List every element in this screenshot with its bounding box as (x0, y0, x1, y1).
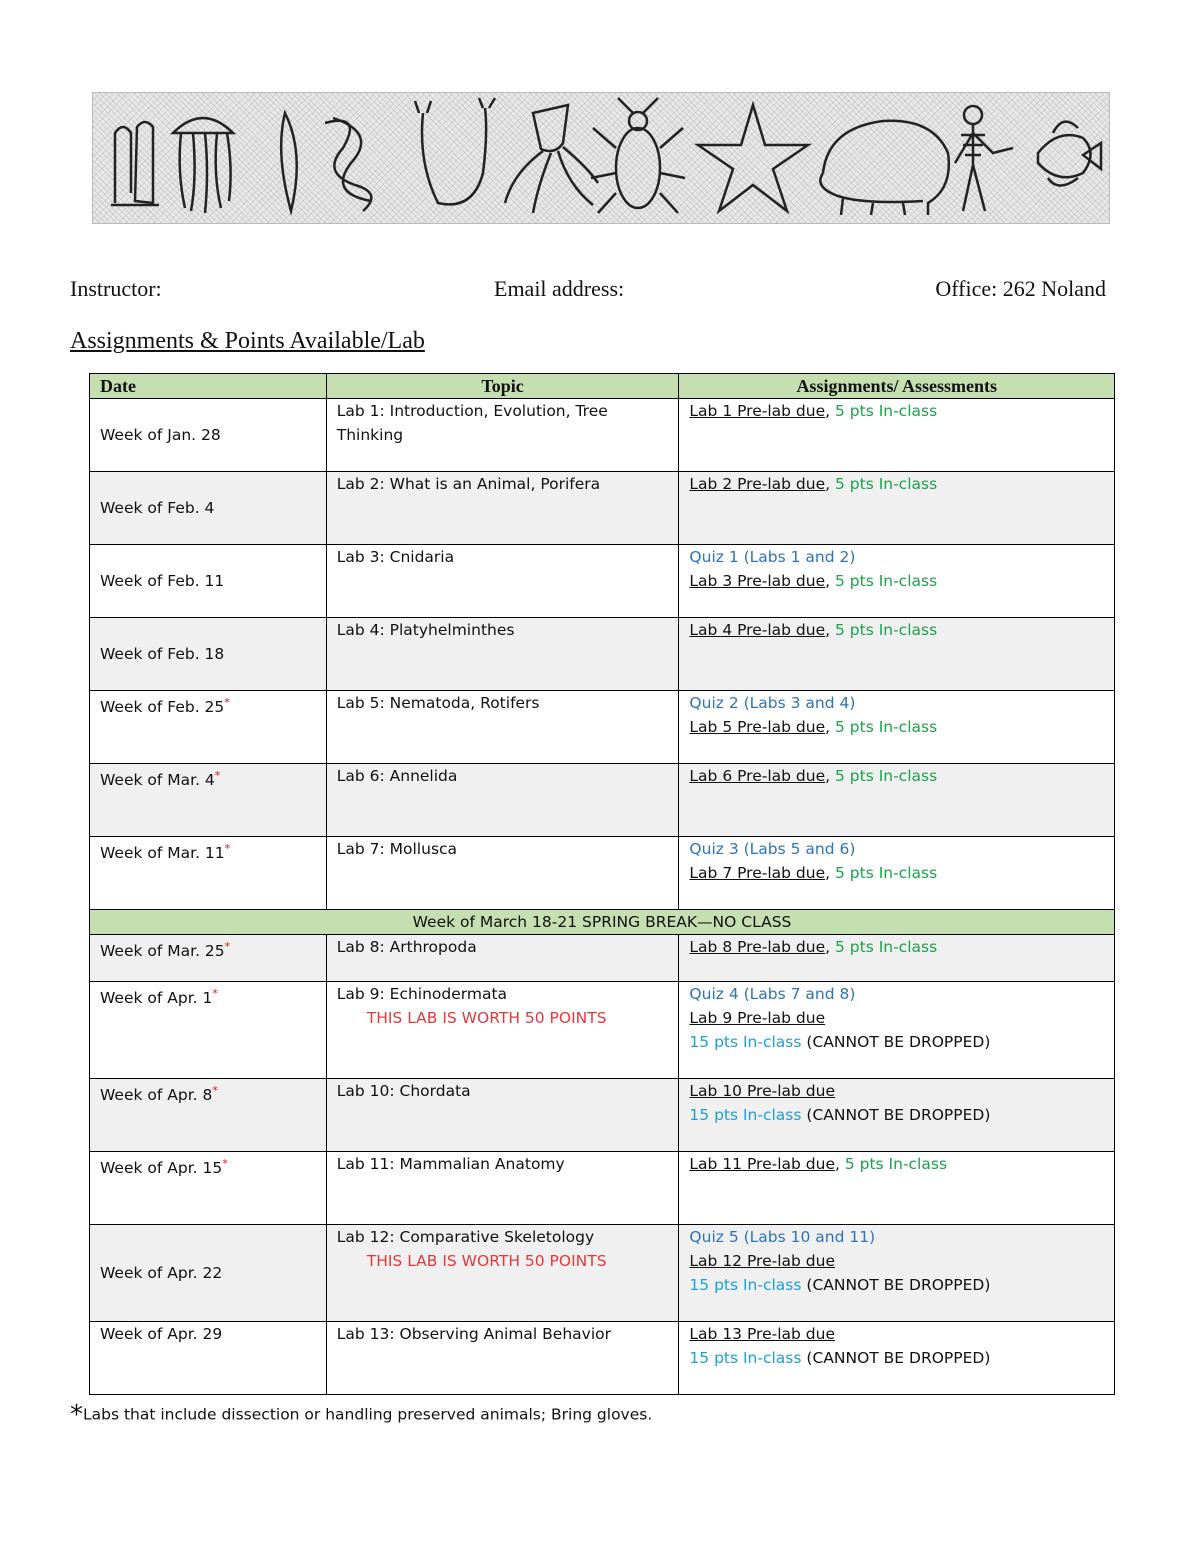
table-row (90, 1079, 1115, 1152)
date-line (100, 935, 316, 963)
date-line (100, 569, 316, 593)
date-line (100, 764, 316, 792)
topic-text: Lab 3: Cnidaria (336, 548, 455, 566)
skeleton-icon (955, 106, 1013, 211)
topic-cell (326, 691, 679, 764)
topic-text: Lab 11: Mammalian Anatomy (336, 1155, 565, 1173)
prelab-line (689, 618, 1104, 642)
fish-icon (1038, 122, 1101, 186)
date-cell (90, 691, 327, 764)
prelab-text: Lab 5 Pre-lab due (689, 718, 826, 736)
assignments-cell (679, 982, 1115, 1079)
beetle-icon (591, 98, 685, 213)
points-text: 15 pts In-class (689, 1033, 802, 1051)
separator: , (825, 864, 835, 882)
email-label: Email address: (494, 276, 625, 301)
prelab-text: Lab 6 Pre-lab due (689, 767, 826, 785)
starfish-icon (698, 105, 808, 211)
prelab-text: Lab 10 Pre-lab due (689, 1082, 835, 1100)
prelab-text: Lab 12 Pre-lab due (689, 1252, 835, 1270)
worth-50-note: THIS LAB IS WORTH 50 POINTS (366, 1252, 607, 1270)
table-row (90, 764, 1115, 837)
footnote (70, 1400, 652, 1430)
cannot-drop-note: (CANNOT BE DROPPED) (806, 1276, 991, 1294)
table-row (90, 618, 1115, 691)
office-label: Office: 262 Noland (935, 276, 1106, 301)
quiz-text: Quiz 4 (Labs 7 and 8) (689, 985, 856, 1003)
assignments-cell (679, 1225, 1115, 1322)
separator: , (825, 621, 835, 639)
sponge-icon (111, 122, 159, 205)
dissection-asterisk: * (224, 696, 230, 709)
topic-text: Lab 12: Comparative Skeletology (336, 1228, 595, 1246)
prelab-text: Lab 11 Pre-lab due (689, 1155, 835, 1173)
date-cell (90, 1322, 327, 1395)
date-text: Week of Mar. 11 (100, 844, 225, 863)
table-row (90, 1152, 1115, 1225)
assignments-cell (679, 837, 1115, 910)
topic-cell (326, 618, 679, 691)
topic-cell (326, 399, 679, 472)
date-text: Week of Feb. 11 (100, 572, 225, 590)
date-cell (90, 837, 327, 910)
assignments-cell (679, 545, 1115, 618)
date-text: Week of Apr. 8 (100, 1086, 213, 1105)
header-topic: Topic (326, 374, 679, 399)
date-cell (90, 1225, 327, 1322)
badger-icon (820, 121, 949, 215)
footnote-text: Labs that include dissection or handling preserved animals; Bring gloves. (83, 1405, 653, 1424)
date-text: Week of Feb. 18 (100, 645, 225, 663)
dissection-asterisk: * (212, 987, 218, 1000)
footnote-asterisk: * (70, 1400, 83, 1430)
spring-break-row (90, 910, 1115, 935)
animal-banner (92, 92, 1110, 224)
topic-text: Lab 5: Nematoda, Rotifers (336, 694, 540, 712)
rotifer-icon (415, 98, 495, 204)
assignments-cell (679, 618, 1115, 691)
topic-cell (326, 764, 679, 837)
table-row (90, 982, 1115, 1079)
date-text: Week of Apr. 29 (100, 1325, 223, 1343)
topic-cell (326, 1225, 679, 1322)
points-text: 15 pts In-class (689, 1276, 802, 1294)
date-text: Week of Jan. 28 (100, 426, 221, 444)
squid-icon (505, 105, 598, 213)
assignments-cell (679, 764, 1115, 837)
topic-text: Lab 7: Mollusca (336, 840, 458, 858)
worth-50-note: THIS LAB IS WORTH 50 POINTS (366, 1009, 607, 1027)
table-row (90, 691, 1115, 764)
table-row (90, 1322, 1115, 1395)
separator: , (825, 767, 835, 785)
spring-break-cell: Week of March 18-21 SPRING BREAK—NO CLASS (90, 910, 1115, 935)
prelab-line (689, 764, 1104, 788)
points-text: 5 pts In-class (834, 402, 938, 420)
date-cell (90, 618, 327, 691)
cannot-drop-note: (CANNOT BE DROPPED) (806, 1106, 991, 1124)
points-text: 5 pts In-class (844, 1155, 948, 1173)
points-line (689, 1273, 1104, 1297)
date-cell (90, 545, 327, 618)
table-row (90, 837, 1115, 910)
date-cell (90, 764, 327, 837)
points-line (689, 1346, 1104, 1370)
separator: , (825, 475, 835, 493)
date-line (100, 1079, 316, 1107)
prelab-line (689, 935, 1104, 959)
quiz-text: Quiz 5 (Labs 10 and 11) (689, 1228, 876, 1246)
points-text: 5 pts In-class (834, 938, 938, 956)
date-line (100, 423, 316, 447)
section-title: Assignments & Points Available/Lab (70, 328, 425, 354)
prelab-text: Lab 3 Pre-lab due (689, 572, 826, 590)
prelab-line (689, 569, 1104, 593)
date-text: Week of Apr. 22 (100, 1264, 223, 1282)
date-text: Week of Mar. 4 (100, 771, 215, 790)
points-text: 5 pts In-class (834, 718, 938, 736)
flatworm-icon (281, 113, 297, 211)
schedule-table (89, 373, 1115, 1395)
assignments-cell (679, 472, 1115, 545)
topic-cell (326, 1152, 679, 1225)
topic-cell (326, 1322, 679, 1395)
assignments-cell (679, 691, 1115, 764)
topic-text: Lab 6: Annelida (336, 767, 458, 785)
table-row (90, 399, 1115, 472)
date-line (100, 1322, 316, 1346)
assignments-cell (679, 935, 1115, 982)
topic-text: Lab 1: Introduction, Evolution, Tree (336, 402, 608, 420)
prelab-text: Lab 2 Pre-lab due (689, 475, 826, 493)
table-row (90, 1225, 1115, 1322)
quiz-text: Quiz 2 (Labs 3 and 4) (689, 694, 856, 712)
dissection-asterisk: * (222, 1157, 228, 1170)
jellyfish-icon (173, 118, 233, 213)
topic-text: Lab 10: Chordata (336, 1082, 471, 1100)
prelab-text: Lab 13 Pre-lab due (689, 1325, 835, 1343)
topic-text: Lab 2: What is an Animal, Porifera (336, 475, 601, 493)
points-text: 15 pts In-class (689, 1106, 802, 1124)
date-line (100, 1261, 316, 1285)
date-cell (90, 1079, 327, 1152)
dissection-asterisk: * (212, 1084, 218, 1097)
nematode-icon (325, 118, 371, 211)
course-info-header (70, 276, 1106, 306)
date-line (100, 691, 316, 719)
date-cell (90, 935, 327, 982)
topic-text: Thinking (336, 426, 404, 444)
points-text: 5 pts In-class (834, 621, 938, 639)
separator: , (825, 718, 835, 736)
topic-cell (326, 935, 679, 982)
points-text: 5 pts In-class (834, 864, 938, 882)
prelab-line (689, 861, 1104, 885)
prelab-line (689, 1152, 1104, 1176)
header-assignments: Assignments/ Assessments (679, 374, 1115, 399)
dissection-asterisk: * (214, 769, 221, 782)
date-line (100, 496, 316, 520)
assignments-cell (679, 1322, 1115, 1395)
date-text: Week of Apr. 15 (100, 1159, 223, 1178)
dissection-asterisk: * (224, 842, 231, 855)
assignments-cell (679, 1079, 1115, 1152)
topic-text: Lab 8: Arthropoda (336, 938, 477, 956)
header-date: Date (90, 374, 327, 399)
topic-cell (326, 1079, 679, 1152)
points-text: 5 pts In-class (834, 475, 938, 493)
prelab-text: Lab 4 Pre-lab due (689, 621, 826, 639)
quiz-text: Quiz 3 (Labs 5 and 6) (689, 840, 856, 858)
table-row (90, 935, 1115, 982)
prelab-line (689, 472, 1104, 496)
topic-text: Lab 9: Echinodermata (336, 985, 508, 1003)
separator: , (834, 1155, 845, 1173)
instructor-label: Instructor: (70, 276, 162, 301)
date-cell (90, 472, 327, 545)
assignments-cell (679, 1152, 1115, 1225)
cannot-drop-note: (CANNOT BE DROPPED) (806, 1349, 991, 1367)
prelab-text: Lab 7 Pre-lab due (689, 864, 826, 882)
topic-text: Lab 13: Observing Animal Behavior (336, 1325, 611, 1343)
topic-cell (326, 472, 679, 545)
date-text: Week of Feb. 25 (100, 698, 225, 717)
topic-cell (326, 545, 679, 618)
date-line (100, 837, 316, 865)
date-line (100, 982, 316, 1010)
prelab-line (689, 715, 1104, 739)
topic-cell (326, 837, 679, 910)
date-cell (90, 399, 327, 472)
date-line (100, 642, 316, 666)
date-text: Week of Mar. 25 (100, 942, 225, 961)
points-line (689, 1103, 1104, 1127)
topic-cell (326, 982, 679, 1079)
table-row (90, 545, 1115, 618)
quiz-text: Quiz 1 (Labs 1 and 2) (689, 548, 856, 566)
prelab-line (689, 399, 1104, 423)
cannot-drop-note: (CANNOT BE DROPPED) (806, 1033, 991, 1051)
prelab-text: Lab 8 Pre-lab due (689, 938, 826, 956)
points-text: 5 pts In-class (834, 572, 938, 590)
date-cell (90, 1152, 327, 1225)
prelab-text: Lab 9 Pre-lab due (689, 1009, 826, 1027)
table-row (90, 472, 1115, 545)
assignments-cell (679, 399, 1115, 472)
date-text: Week of Feb. 4 (100, 499, 215, 517)
prelab-text: Lab 1 Pre-lab due (689, 402, 826, 420)
points-line (689, 1030, 1104, 1054)
points-text: 5 pts In-class (834, 767, 938, 785)
date-text: Week of Apr. 1 (100, 989, 213, 1008)
dissection-asterisk: * (224, 940, 231, 953)
separator: , (825, 402, 835, 420)
separator: , (825, 938, 835, 956)
points-text: 15 pts In-class (689, 1349, 802, 1367)
date-line (100, 1152, 316, 1180)
table-header-row (90, 374, 1115, 399)
date-cell (90, 982, 327, 1079)
separator: , (825, 572, 835, 590)
topic-text: Lab 4: Platyhelminthes (336, 621, 515, 639)
